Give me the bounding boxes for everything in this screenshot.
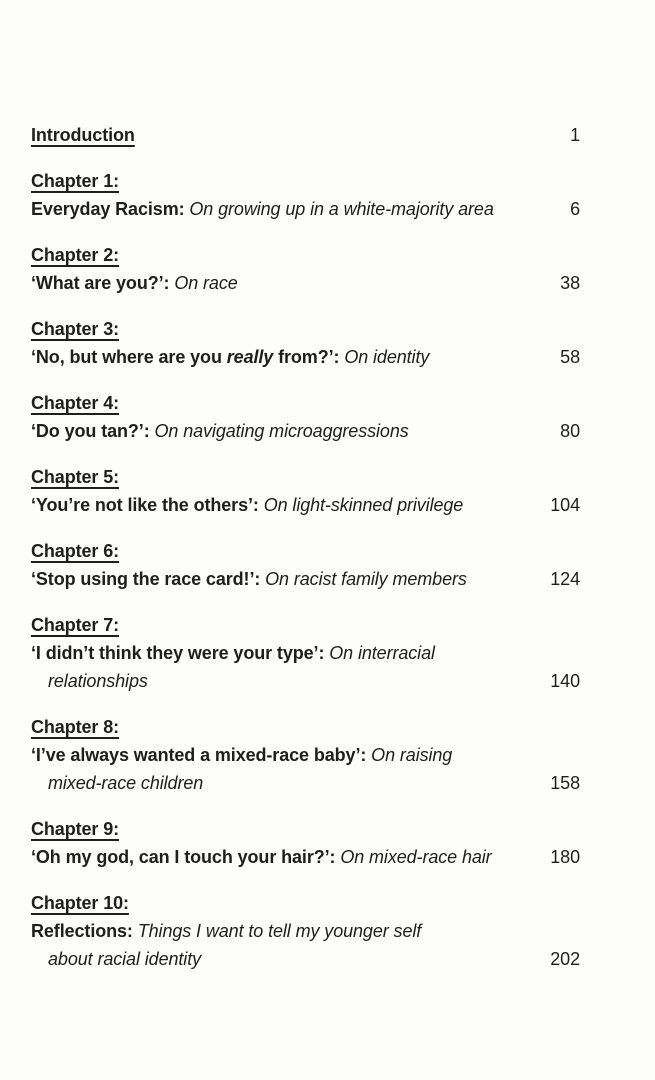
chapter-title xyxy=(31,741,580,769)
chapter-label: Chapter 2: xyxy=(31,245,120,265)
toc-entry-chapter-2 xyxy=(31,241,580,297)
chapter-continuation-line xyxy=(31,667,580,695)
toc-entry-chapter-1 xyxy=(31,167,580,223)
chapter-title-line xyxy=(31,491,580,519)
page-number: 202 xyxy=(550,949,580,969)
chapter-heading-row xyxy=(31,713,580,741)
chapter-heading-row xyxy=(31,611,580,639)
title-text: ‘Oh my god, can I touch your hair?’: xyxy=(31,847,336,867)
page-number: 38 xyxy=(560,273,580,293)
chapter-title-line xyxy=(31,195,580,223)
chapter-heading-row xyxy=(31,315,580,343)
page-number: 104 xyxy=(550,495,580,515)
chapter-title-line xyxy=(31,343,580,371)
chapter-title-line xyxy=(31,843,580,871)
chapter-title xyxy=(31,917,580,945)
title-text: ‘You’re not like the others’: xyxy=(31,495,259,515)
page-number: 58 xyxy=(560,347,580,367)
chapter-heading-row xyxy=(31,537,580,565)
page-number: 6 xyxy=(570,199,580,219)
toc-entry-chapter-8 xyxy=(31,713,580,797)
page-number: 140 xyxy=(550,671,580,691)
chapter-subtitle: On light-skinned privilege xyxy=(263,495,464,515)
introduction-row xyxy=(31,121,580,149)
title-text: ‘I didn’t think they were your type’: xyxy=(31,643,325,663)
title-text: ‘No, but where are you xyxy=(31,347,222,367)
chapter-subtitle: On race xyxy=(174,273,238,293)
title-emphasis: really xyxy=(226,347,274,367)
toc-entry-chapter-9 xyxy=(31,815,580,871)
toc-entry-chapter-6 xyxy=(31,537,580,593)
chapter-title-line xyxy=(31,269,580,297)
chapter-subtitle: On identity xyxy=(344,347,430,367)
chapter-subtitle: On navigating microaggressions xyxy=(154,421,409,441)
toc-entry-chapter-5 xyxy=(31,463,580,519)
page-number: 1 xyxy=(570,125,580,145)
chapter-title xyxy=(31,417,546,445)
page-number: 158 xyxy=(550,773,580,793)
chapter-title-line xyxy=(31,917,580,945)
chapter-label: Chapter 3: xyxy=(31,319,120,339)
chapter-label: Chapter 7: xyxy=(31,615,120,635)
title-text: ‘Do you tan?’: xyxy=(31,421,150,441)
chapter-heading-row xyxy=(31,389,580,417)
chapter-title-line xyxy=(31,565,580,593)
chapter-title xyxy=(31,195,556,223)
chapter-label: Chapter 4: xyxy=(31,393,120,413)
chapter-title-line xyxy=(31,417,580,445)
chapter-heading-row xyxy=(31,889,580,917)
subtitle-continuation: about racial identity xyxy=(48,949,201,969)
title-text: Everyday Racism: xyxy=(31,199,185,219)
chapter-title xyxy=(31,639,580,667)
subtitle-continuation: mixed-race children xyxy=(48,773,204,793)
toc-entry-chapter-3 xyxy=(31,315,580,371)
chapter-title xyxy=(31,565,536,593)
toc-entry-introduction xyxy=(31,121,580,149)
page-number: 80 xyxy=(560,421,580,441)
toc-entry-chapter-7 xyxy=(31,611,580,695)
chapter-title xyxy=(31,491,536,519)
chapter-title xyxy=(31,843,536,871)
toc-entry-chapter-4 xyxy=(31,389,580,445)
chapter-title-line xyxy=(31,639,580,667)
subtitle-continuation: relationships xyxy=(48,671,148,691)
chapter-label: Chapter 10: xyxy=(31,893,129,913)
chapter-subtitle: On racist family members xyxy=(265,569,467,589)
chapter-subtitle: On interracial xyxy=(329,643,435,663)
chapter-label: Chapter 1: xyxy=(31,171,120,191)
toc-entry-chapter-10 xyxy=(31,889,580,973)
chapter-continuation-line xyxy=(31,945,580,973)
chapter-label: Chapter 8: xyxy=(31,717,120,737)
chapter-title-line xyxy=(31,741,580,769)
chapter-subtitle: Things I want to tell my younger self xyxy=(137,921,422,941)
chapter-label: Chapter 9: xyxy=(31,819,120,839)
title-text: ‘Stop using the race card!’: xyxy=(31,569,261,589)
page-number: 180 xyxy=(550,847,580,867)
chapter-title xyxy=(31,343,546,371)
chapter-heading-row xyxy=(31,241,580,269)
chapter-continuation-line xyxy=(31,769,580,797)
chapter-subtitle: On raising xyxy=(371,745,453,765)
chapter-heading-row xyxy=(31,463,580,491)
chapter-subtitle: On mixed-race hair xyxy=(340,847,492,867)
title-text: ‘What are you?’: xyxy=(31,273,170,293)
chapter-heading-row xyxy=(31,815,580,843)
page-number: 124 xyxy=(550,569,580,589)
chapter-subtitle: On growing up in a white-majority area xyxy=(189,199,494,219)
chapter-label: Chapter 5: xyxy=(31,467,120,487)
title-text: Reflections: xyxy=(31,921,133,941)
chapter-label: Chapter 6: xyxy=(31,541,120,561)
title-text-after: from?’: xyxy=(278,347,340,367)
introduction-label: Introduction xyxy=(31,125,135,145)
chapter-title xyxy=(31,269,546,297)
title-text: ‘I’ve always wanted a mixed-race baby’: xyxy=(31,745,367,765)
chapter-heading-row xyxy=(31,167,580,195)
